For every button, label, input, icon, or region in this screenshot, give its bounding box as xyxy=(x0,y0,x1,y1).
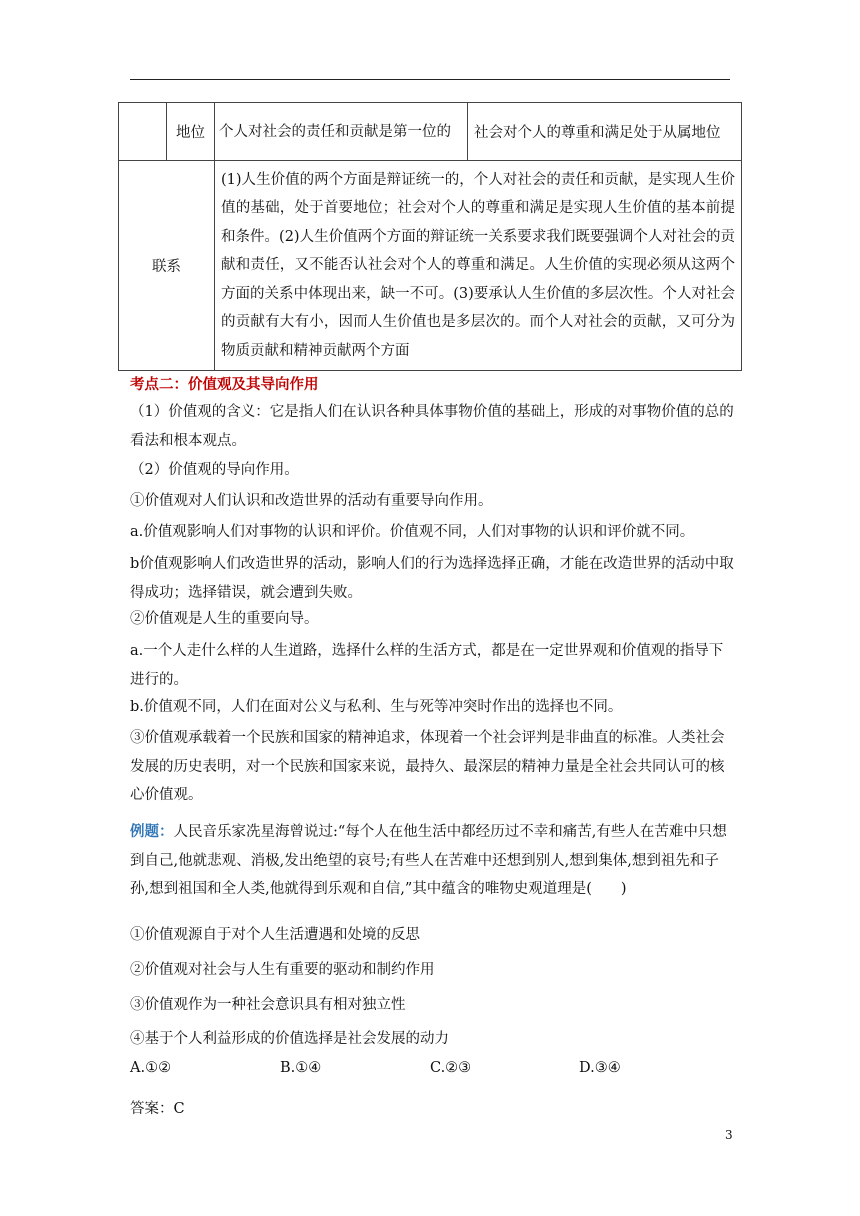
position-label: 地位 xyxy=(167,103,215,161)
section-heading: 考点二：价值观及其导向作用 xyxy=(130,376,319,393)
paragraph: ②价值观是人生的重要向导。 xyxy=(130,611,319,627)
paragraph: ③价值观承载着一个民族和国家的精神追求，体现着一个社会评判是非曲直的标准。人类社会发展的历史表明，对一个民族和国家来说，最持久、最深层的精神力量是全社会共同认可的核心价值观。 xyxy=(130,730,725,803)
example-label: 例题： xyxy=(130,823,174,840)
header-rule xyxy=(130,79,730,80)
statement-2: ②价值观对社会与人生有重要的驱动和制约作用 xyxy=(130,962,435,978)
option-c: C.②③ xyxy=(430,1060,472,1076)
table-row xyxy=(119,103,742,161)
table-cell-empty xyxy=(119,103,167,161)
paragraph: ①价值观对人们认识和改造世界的活动有重要导向作用。 xyxy=(130,493,493,509)
link-text-cell: (1)人生价值的两个方面是辩证统一的，个人对社会的责任和贡献，是实现人生价值的基础，处于首要地位；社会对个人的尊重和满足是实现人生价值的基本前提和条件。(2)人生价值两个方面的辩证统一关系要求我们既要强调个人对社会的贡献和责任，又不能否认社会对个人的尊重和满足。人生价值的实现必须从这两个方面的关系中体现出来，缺一不可。(3)要承认人生价值的多层次性。个人对社会的贡献有大有小，因而人生价值也是多层次的。而个人对社会的贡献，又可分为物质贡献和精神贡献两个方面 xyxy=(215,161,742,371)
statement-1: ①价值观源自于对个人生活遭遇和处境的反思 xyxy=(130,927,420,943)
example-question-text: 人民音乐家冼星海曾说过:“每个人在他生活中都经历过不幸和痛苦,有些人在苦难中只想到自己,他就悲观、消极,发出绝望的哀号;有些人在苦难中还想到别人,想到集体,想到祖先和子孙,想到祖国和全人类,他就得到乐观和自信,”其中蕴含的唯物史观道理是( ) xyxy=(130,824,727,897)
paragraph: （1）价值观的含义：它是指人们在认识各种具体事物价值的基础上，形成的对事物价值的总的看法和根本观点。 xyxy=(130,404,734,449)
page-number: 3 xyxy=(725,1128,733,1142)
link-label: 联系 xyxy=(119,161,215,371)
position-society-cell: 社会对个人的尊重和满足处于从属地位 xyxy=(468,103,742,161)
answer: 答案：C xyxy=(130,1101,185,1117)
example-question xyxy=(130,818,734,904)
table-row xyxy=(119,161,742,371)
option-d: D.③④ xyxy=(579,1060,621,1076)
statement-4: ④基于个人利益形成的价值选择是社会发展的动力 xyxy=(130,1031,449,1047)
paragraph: b价值观影响人们改造世界的活动，影响人们的行为选择选择正确，才能在改造世界的活动中取得成功；选择错误，就会遭到失败。 xyxy=(130,556,734,601)
option-b: B.①④ xyxy=(280,1060,322,1076)
paragraph: a.一个人走什么样的人生道路，选择什么样的生活方式，都是在一定世界观和价值观的指导下进行的。 xyxy=(130,643,724,688)
paragraph: a.价值观影响人们对事物的认识和评价。价值观不同，人们对事物的认识和评价就不同。 xyxy=(130,524,695,540)
paragraph: （2）价值观的导向作用。 xyxy=(130,462,299,478)
option-a: A.①② xyxy=(130,1060,172,1076)
statement-3: ③价值观作为一种社会意识具有相对独立性 xyxy=(130,997,406,1013)
paragraph: b.价值观不同，人们在面对公义与私利、生与死等冲突时作出的选择也不同。 xyxy=(130,699,623,715)
position-individual-cell: 个人对社会的责任和贡献是第一位的 xyxy=(215,103,468,161)
comparison-table xyxy=(118,102,742,371)
